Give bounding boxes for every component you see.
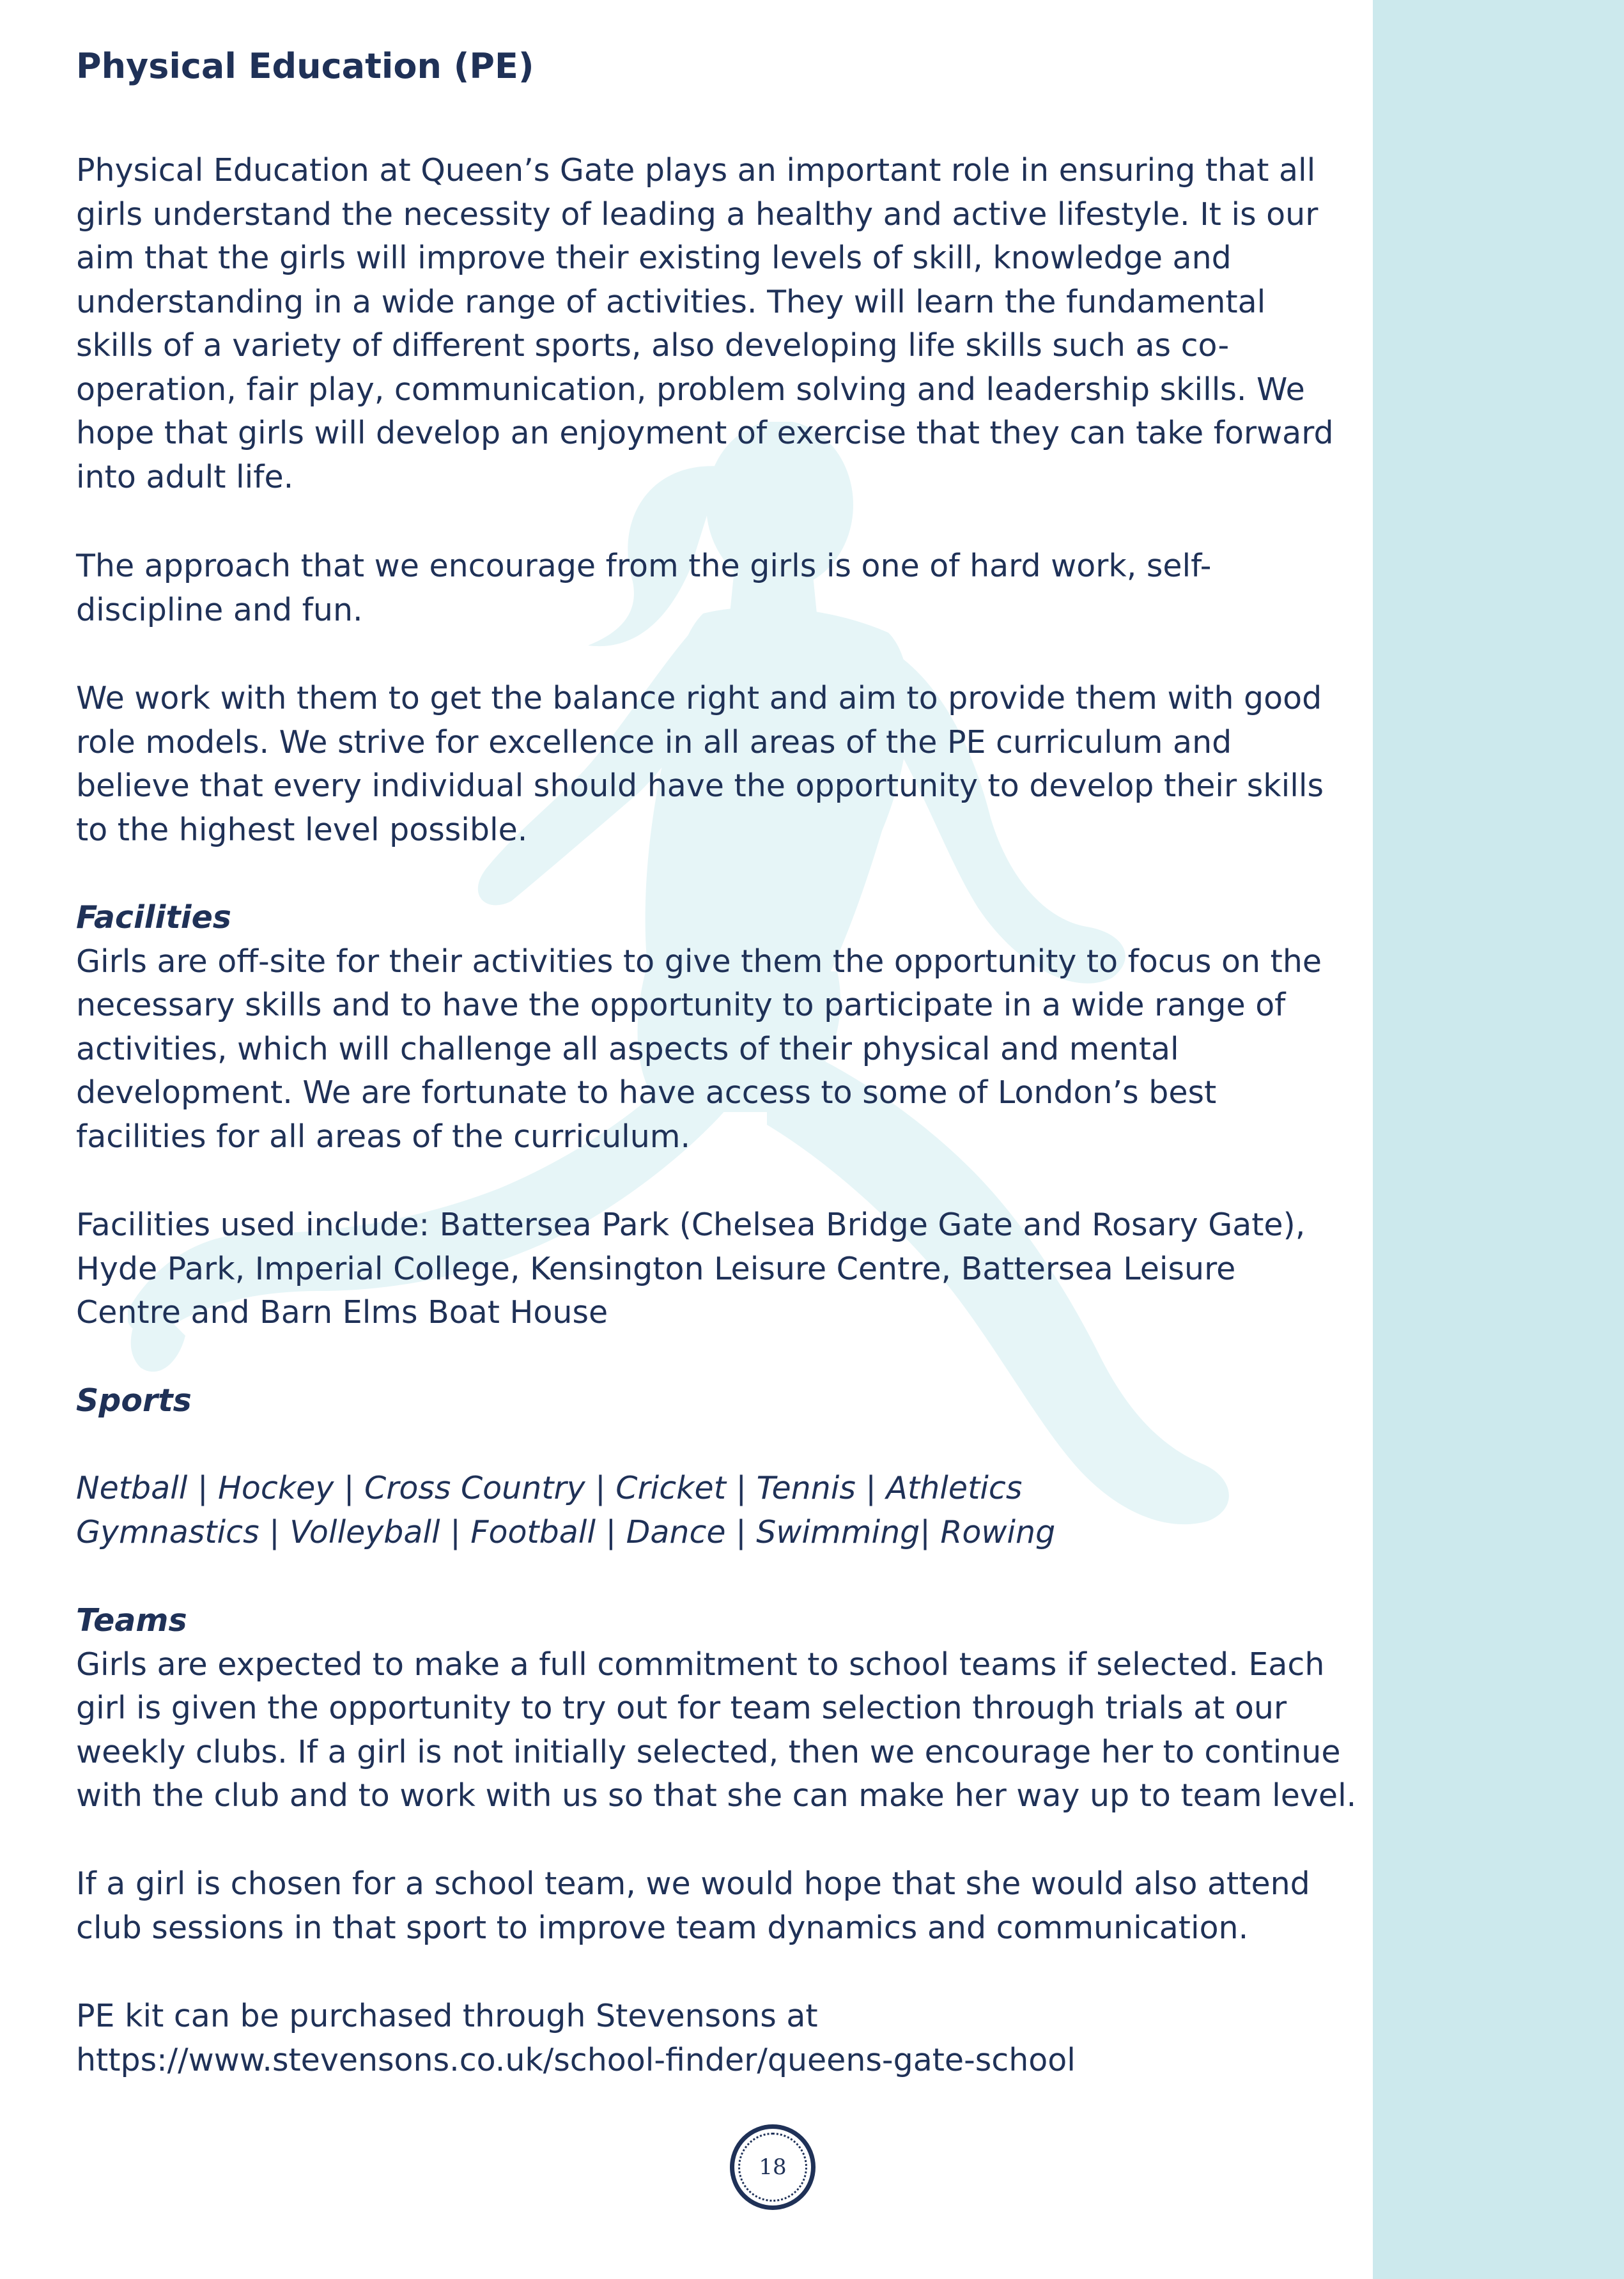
text-line: skills of a variety of different sports, also developing life skills such as co- [76,327,1230,364]
text-line: with the club and to work with us so that she can make her way up to team level. [76,1777,1357,1814]
teams-heading: Teams [76,1602,187,1639]
text-line: PE kit can be purchased through Stevensons at [76,1998,818,2034]
text-line: We work with them to get the balance right and aim to provide them with good [76,680,1322,716]
page-number: 18 [759,2154,787,2180]
text-line: hope that girls will develop an enjoyment of exercise that they can take forward [76,415,1334,451]
sports-line: Gymnastics | Volleyball | Football | Dance | Swimming| Rowing [76,1513,1056,1550]
teams-section [76,1599,1356,1818]
text-line: development. We are fortunate to have access to some of London’s best [76,1074,1217,1111]
text-line: activities, which will challenge all aspects of their physical and mental [76,1030,1179,1067]
text-line: Girls are expected to make a full commitment to school teams if selected. Each [76,1646,1325,1683]
text-line: to the highest level possible. [76,811,528,848]
facilities-list-paragraph [76,1203,1305,1335]
text-line: facilities for all areas of the curriculum. [76,1118,691,1155]
text-line: Physical Education at Queen’s Gate plays an important role in ensuring that all [76,152,1316,189]
right-sidebar-band [1373,0,1624,2279]
sports-line: Netball | Hockey | Cross Country | Cricket | Tennis | Athletics [76,1470,1023,1506]
text-line: necessary skills and to have the opportunity to participate in a wide range of [76,987,1286,1023]
text-line: club sessions in that sport to improve team dynamics and communication. [76,1909,1249,1946]
sports-heading-block [76,1379,192,1423]
intro-paragraph-3 [76,677,1324,852]
pe-kit-paragraph [76,1995,1076,2082]
text-line: role models. We strive for excellence in all areas of the PE curriculum and [76,723,1232,761]
page-number-badge [730,2124,816,2210]
teams-paragraph-2 [76,1862,1310,1950]
intro-paragraph-2 [76,545,1211,632]
sports-heading: Sports [76,1382,192,1419]
text-line: Hyde Park, Imperial College, Kensington Leisure Centre, Battersea Leisure [76,1250,1236,1287]
text-line: girls understand the necessity of leading a healthy and active lifestyle. It is our [76,196,1319,233]
text-line: believe that every individual should have the opportunity to develop their skills [76,768,1324,804]
text-line: operation, fair play, communication, problem solving and leadership skills. We [76,371,1305,408]
facilities-section [76,896,1322,1159]
pe-kit-url: https://www.stevensons.co.uk/school-finder/queens-gate-school [76,2041,1076,2078]
text-line: discipline and fun. [76,591,363,628]
text-line: The approach that we encourage from the girls is one of hard work, self- [76,548,1212,584]
text-line: Girls are off-site for their activities to give them the opportunity to focus on the [76,943,1322,980]
page-title: Physical Education (PE) [76,46,534,86]
text-line: Facilities used include: Battersea Park (Chelsea Bridge Gate and Rosary Gate), [76,1207,1306,1243]
text-line: understanding in a wide range of activities. They will learn the fundamental [76,283,1266,320]
sports-list [76,1467,1055,1554]
text-line: Centre and Barn Elms Boat House [76,1294,608,1331]
facilities-heading: Facilities [76,899,231,936]
text-line: weekly clubs. If a girl is not initially selected, then we encourage her to continue [76,1733,1341,1770]
text-line: If a girl is chosen for a school team, we would hope that she would also attend [76,1866,1310,1902]
text-line: girl is given the opportunity to try out for team selection through trials at our [76,1690,1287,1726]
text-line: aim that the girls will improve their existing levels of skill, knowledge and [76,240,1232,276]
intro-paragraph-1 [76,149,1334,499]
text-line: into adult life. [76,458,294,495]
